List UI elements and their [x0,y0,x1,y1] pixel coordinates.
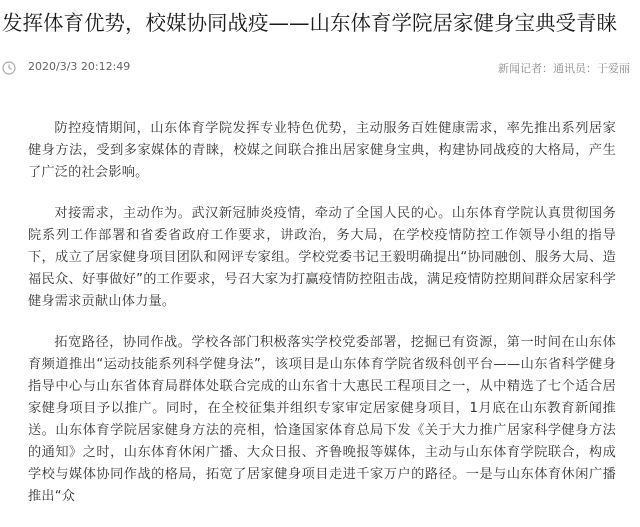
article-body [28,118,616,527]
publish-date: 2020/3/3 20:12:49 [28,60,131,73]
article-paragraph-3: 拓宽路径，协同作战。学校各部门积极落实学校党委部署，挖掘已有资源，第一时间在山东体育频道推出“运动技能系列科学健身法”，该项目是山东体育学院省级科创平台——山东省科学健身指导中心与山东省体育局群体处联合完成的山东省十大惠民工程项目之一，从中精选了七个适合居家健身项目予以推广。同时，在全校征集并组织专家审定居家健身项目，1月底在山东教育新闻推送。山东体育学院居家健身方法的亮相，恰逢国家体育总局下发《关于大力推广居家科学健身方法的通知》之时，山东体育休闲广播、大众日报、齐鲁晚报等媒体，主动与山东体育学院联合，构成学校与媒体协同作战的格局，拓宽了居家健身项目走进千家万户的路径。一是与山东体育休闲广播推出“众 [28,335,616,504]
reporter-credit: 新闻记者：通讯员：于爱丽 [498,62,630,75]
article-meta [0,58,640,80]
article-title: 发挥体育优势，校媒协同战疫——山东体育学院居家健身宝典受青睐 [2,11,617,35]
clock-icon [2,61,16,75]
article-paragraph-2: 对接需求，主动作为。武汉新冠肺炎疫情，牵动了全国人民的心。山东体育学院认真贯彻国务院系列工作部署和省委省政府工作要求，讲政治，务大局，在学校疫情防控工作领导小组的指导下，成立了居家健身项目团队和网评专家组。学校党委书记王毅明确提出“协同融创、服务大局、造福民众、好事做好”的工作要求，号召大家为打赢疫情防控阻击战，满足疫情防控期间群众居家科学健身需求贡献山体力量。 [28,206,616,309]
article-paragraph-1: 防控疫情期间，山东体育学院发挥专业特色优势，主动服务百姓健康需求，率先推出系列居家健身方法，受到多家媒体的青睐，校媒之间联合推出居家健身宝典，构建协同战疫的大格局，产生了广泛的社会影响。 [28,121,616,180]
